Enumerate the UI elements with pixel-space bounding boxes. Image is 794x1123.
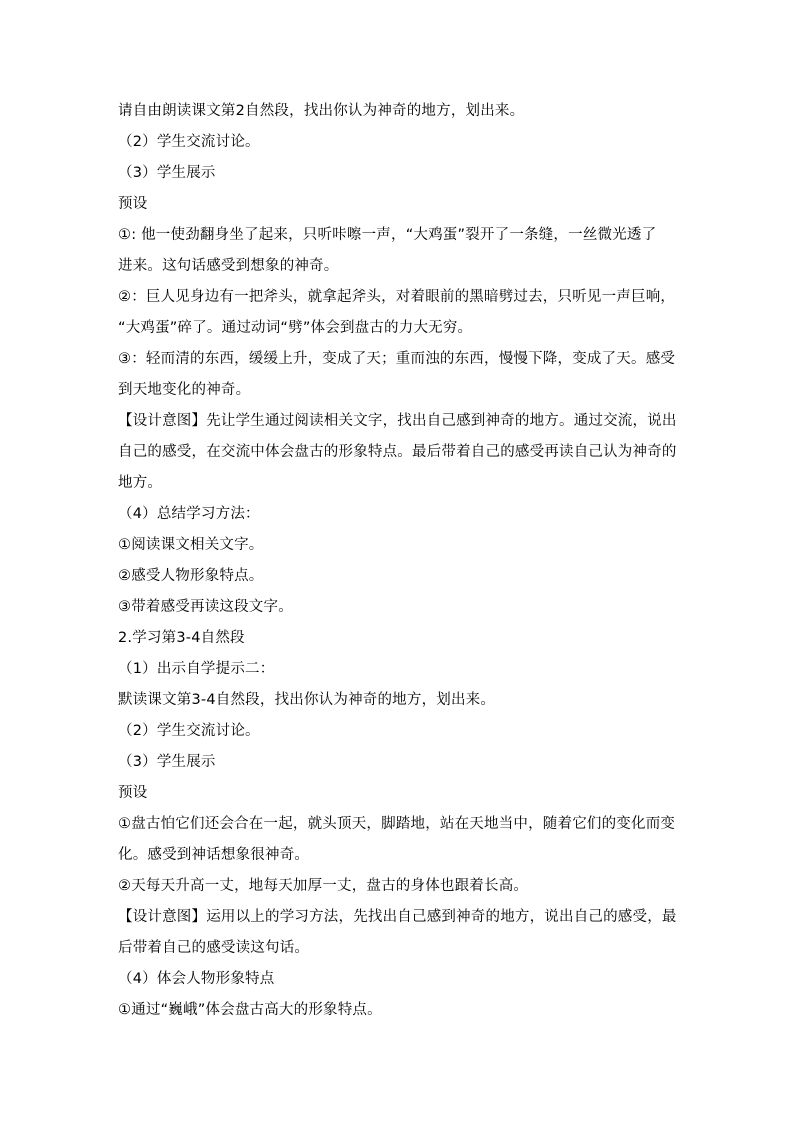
text-line: 默读课文第3-4自然段，找出你认为神奇的地方，划出来。 [118, 692, 496, 708]
text-line: 地方。 [118, 475, 163, 491]
text-line: （4）体会人物形象特点 [118, 971, 275, 987]
text-line: 化。感受到神话想象很神奇。 [118, 847, 310, 863]
text-line: ①盘古怕它们还会合在一起，就头顶天，脚踏地，站在天地当中，随着它们的变化而变 [118, 816, 676, 832]
text-line: 【设计意图】先让学生通过阅读相关文字，找出自己感到神奇的地方。通过交流，说出 [118, 413, 677, 429]
text-line: （4）总结学习方法： [118, 506, 260, 522]
text-line: （2）学生交流讨论。 [118, 134, 260, 150]
document-page [118, 96, 688, 1026]
text-line: ②：巨人见身边有一把斧头，就拿起斧头，对着眼前的黑暗劈过去，只听见一声巨响， [118, 289, 676, 305]
text-line: 后带着自己的感受读这句话。 [118, 940, 310, 956]
text-line: 预设 [118, 196, 148, 212]
text-line: ③：轻而清的东西，缓缓上升，变成了天；重而浊的东西，慢慢下降，变成了天。感受 [118, 351, 676, 367]
text-line: （2）学生交流讨论。 [118, 723, 260, 739]
text-line: ①: 他一使劲翻身坐了起来，只听咔嚓一声，“大鸡蛋”裂开了一条缝，一丝微光透了 [118, 227, 657, 243]
text-line: 进来。这句话感受到想象的神奇。 [118, 258, 339, 274]
text-line: 自己的感受，在交流中体会盘古的形象特点。最后带着自己的感受再读自己认为神奇的 [118, 444, 677, 460]
text-line: ①通过“巍峨”体会盘古高大的形象特点。 [118, 1002, 382, 1018]
text-line: （3）学生展示 [118, 165, 216, 181]
text-line: ①阅读课文相关文字。 [118, 537, 264, 553]
text-line: （3）学生展示 [118, 754, 216, 770]
text-line: ③带着感受再读这段文字。 [118, 599, 293, 615]
text-line: 请自由朗读课文第2自然段，找出你认为神奇的地方，划出来。 [118, 103, 525, 119]
text-line: 2.学习第3-4自然段 [118, 630, 245, 646]
text-line: 预设 [118, 785, 148, 801]
text-line: “大鸡蛋”碎了。通过动词“劈”体会到盘古的力大无穷。 [118, 320, 473, 336]
text-line: 到天地变化的神奇。 [118, 382, 251, 398]
text-line: 【设计意图】运用以上的学习方法，先找出自己感到神奇的地方，说出自己的感受，最 [118, 909, 677, 925]
text-line: ②天每天升高一丈，地每天加厚一丈，盘古的身体也跟着长高。 [118, 878, 529, 894]
text-line: ②感受人物形象特点。 [118, 568, 264, 584]
text-line: （1）出示自学提示二： [118, 661, 275, 677]
